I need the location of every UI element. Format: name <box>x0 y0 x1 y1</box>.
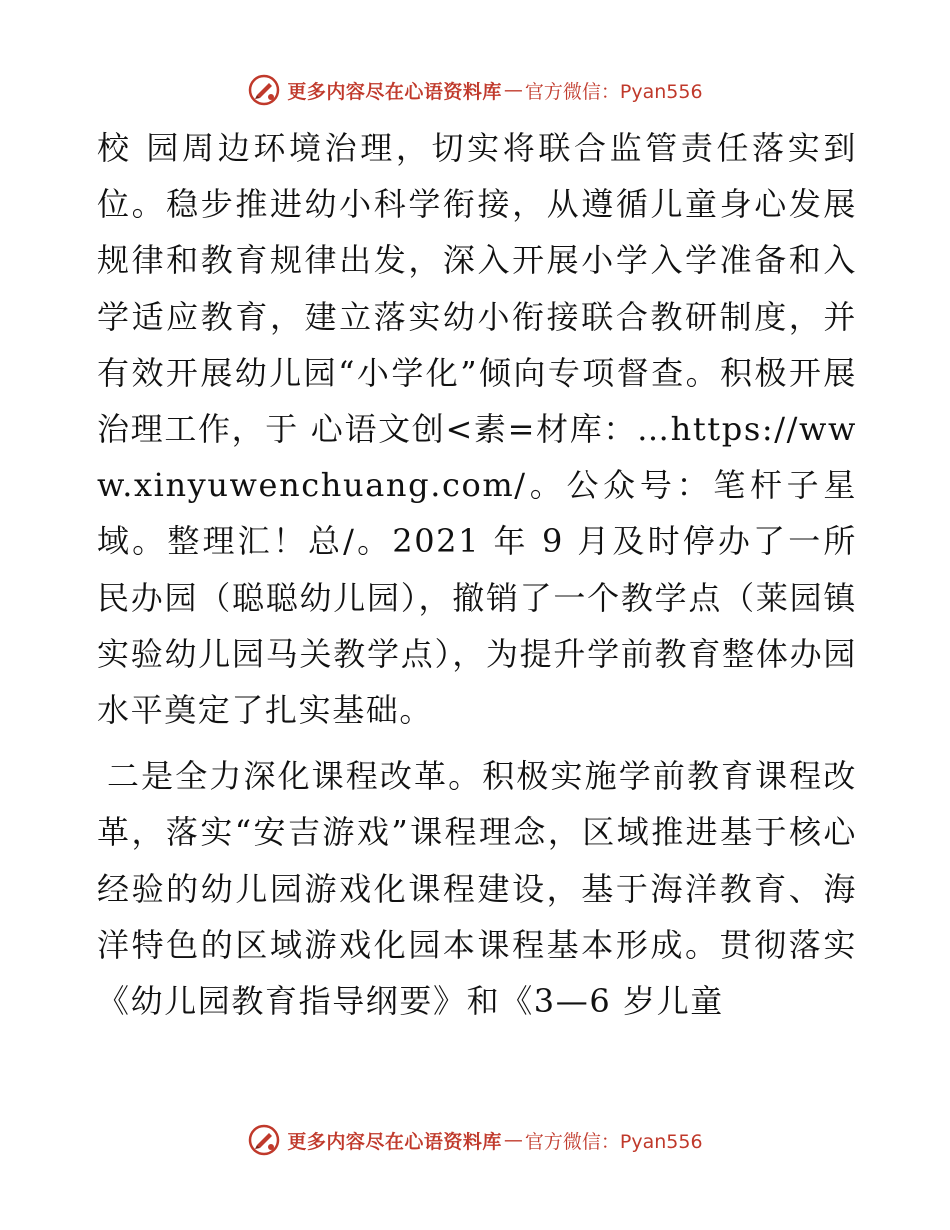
footer-brand-text: 更多内容尽在心语资料库 <box>287 1130 502 1153</box>
header-separator: — <box>503 79 523 101</box>
page-footer <box>0 1120 950 1160</box>
header-brand-text: 更多内容尽在心语资料库 <box>287 80 502 103</box>
page-header <box>0 70 950 110</box>
header-wechat-text: 官方微信：Pyan556 <box>524 80 703 103</box>
footer-wechat-text: 官方微信：Pyan556 <box>524 1130 703 1153</box>
brand-logo-icon <box>247 1123 281 1157</box>
paragraph-2: 二是全力深化课程改革。积极实施学前教育课程改革，落实“安吉游戏”课程理念，区域推进基于核心经验的幼儿园游戏化课程建设，基于海洋教育、海洋特色的区域游戏化园本课程基本形成。贯彻落实《幼儿园教育指导纲要》和《3—6 岁儿童 <box>97 757 857 1021</box>
document-body <box>97 120 857 1029</box>
paragraph-1: 校 园周边环境治理，切实将联合监管责任落实到位。稳步推进幼小科学衔接，从遵循儿童身心发展规律和教育规律出发，深入开展小学入学准备和入学适应教育，建立落实幼小衔接联合教研制度，并有效开展幼儿园“小学化”倾向专项督查。积极开展治理工作，于 心语文创<素=材库：…https://www.xinyuwenchuang.com/。公众号：笔杆子星域。整理汇！总/。2021 年 9 月及时停办了一所民办园（聪聪幼儿园），撤销了一个教学点（莱园镇实验幼儿园马关教学点），为提升学前教育整体办园水平奠定了扎实基础。 <box>97 129 857 730</box>
brand-logo-icon <box>247 73 281 107</box>
footer-separator: — <box>503 1129 523 1151</box>
